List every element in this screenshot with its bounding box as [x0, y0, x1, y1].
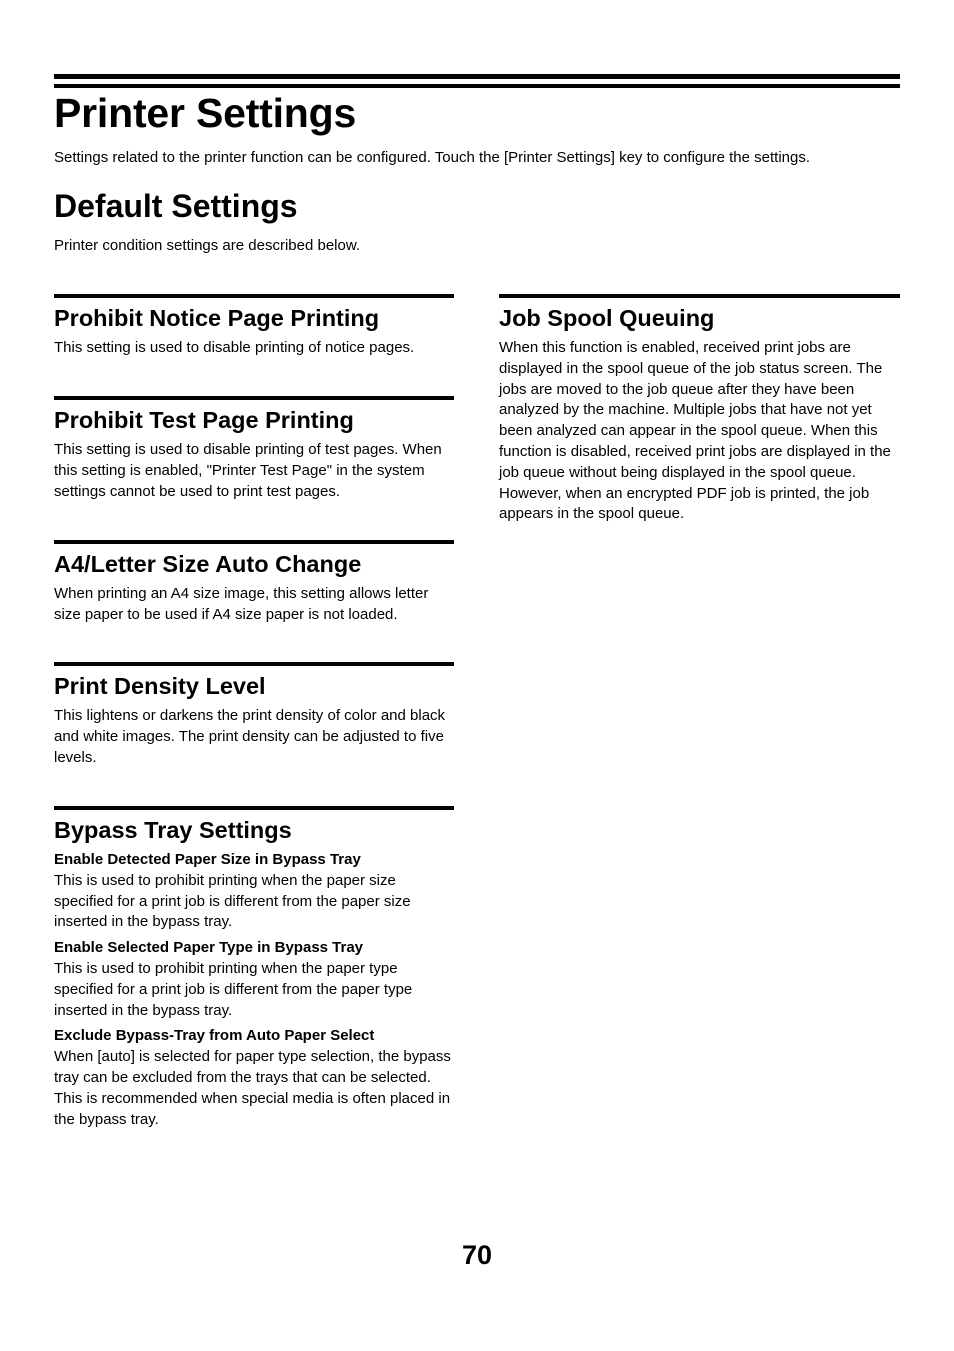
section-prohibit-test-page-printing	[54, 396, 454, 502]
section-intro: Printer condition settings are described below.	[54, 237, 361, 254]
item-body: When [auto] is selected for paper type selection, the bypass tray can be excluded from the trays that can be selected. This is recommended when special media is often placed in the bypass tray.	[54, 1048, 451, 1128]
section-prohibit-notice-page-printing	[54, 294, 454, 359]
section-a4-letter-size-auto-change	[54, 540, 454, 626]
page-intro: Settings related to the printer function can be configured. Touch the [Printer Settings] key to configure the settings.	[54, 149, 811, 166]
item-title: Enable Detected Paper Size in Bypass Tray	[54, 851, 361, 868]
section-rule	[54, 396, 454, 400]
bypass-item-exclude-auto-select	[54, 1026, 454, 1130]
section-rule	[54, 294, 454, 298]
item-body: This is used to prohibit printing when the paper type specified for a print job is different from the paper type inserted in the bypass tray.	[54, 959, 413, 1019]
section-title: Print Density Level	[54, 673, 266, 699]
item-body: This is used to prohibit printing when the paper size specified for a print job is different from the paper size inserted in the bypass tray.	[54, 871, 411, 931]
section-body: When this function is enabled, received print jobs are displayed in the spool queue of the job status screen. The jobs are moved to the job queue after they have been analyzed by the machine. Multiple jobs that have not yet been analyzed can appear in the spool queue. When this function is disabled, received print jobs are displayed in the job queue without being displayed in the spool queue. However, when an encrypted PDF job is printed, the job appears in the spool queue.	[499, 339, 891, 523]
section-rule	[54, 662, 454, 666]
top-rule-thin	[54, 84, 900, 88]
section-body: This setting is used to disable printing of notice pages.	[54, 339, 415, 356]
section-rule	[499, 294, 900, 298]
section-title: Job Spool Queuing	[499, 305, 715, 331]
section-heading-default-settings: Default Settings	[54, 188, 298, 224]
section-title: Bypass Tray Settings	[54, 817, 292, 843]
section-title: A4/Letter Size Auto Change	[54, 551, 362, 577]
page-number: 70	[461, 1240, 493, 1270]
item-title: Exclude Bypass-Tray from Auto Paper Select	[54, 1027, 375, 1045]
section-body: This setting is used to disable printing of test pages. When this setting is enabled, "Printer Test Page" in the system settings cannot be used to print test pages.	[54, 441, 442, 500]
section-title: Prohibit Test Page Printing	[54, 407, 354, 433]
section-print-density-level	[54, 662, 454, 768]
section-job-spool-queuing	[499, 294, 900, 525]
bypass-item-selected-paper-type	[54, 938, 454, 1021]
page-title: Printer Settings	[54, 90, 357, 136]
section-rule	[54, 540, 454, 544]
section-body: This lightens or darkens the print density of color and black and white images. The print density can be adjusted to five levels.	[54, 707, 446, 766]
bypass-item-detected-paper-size	[54, 850, 454, 933]
section-body: When printing an A4 size image, this setting allows letter size paper to be used if A4 size paper is not loaded.	[54, 585, 429, 623]
item-title: Enable Selected Paper Type in Bypass Tray	[54, 939, 364, 957]
section-bypass-tray-settings	[54, 806, 454, 1130]
section-rule	[54, 806, 454, 810]
section-title: Prohibit Notice Page Printing	[54, 305, 380, 331]
top-rule-thick	[54, 74, 900, 79]
